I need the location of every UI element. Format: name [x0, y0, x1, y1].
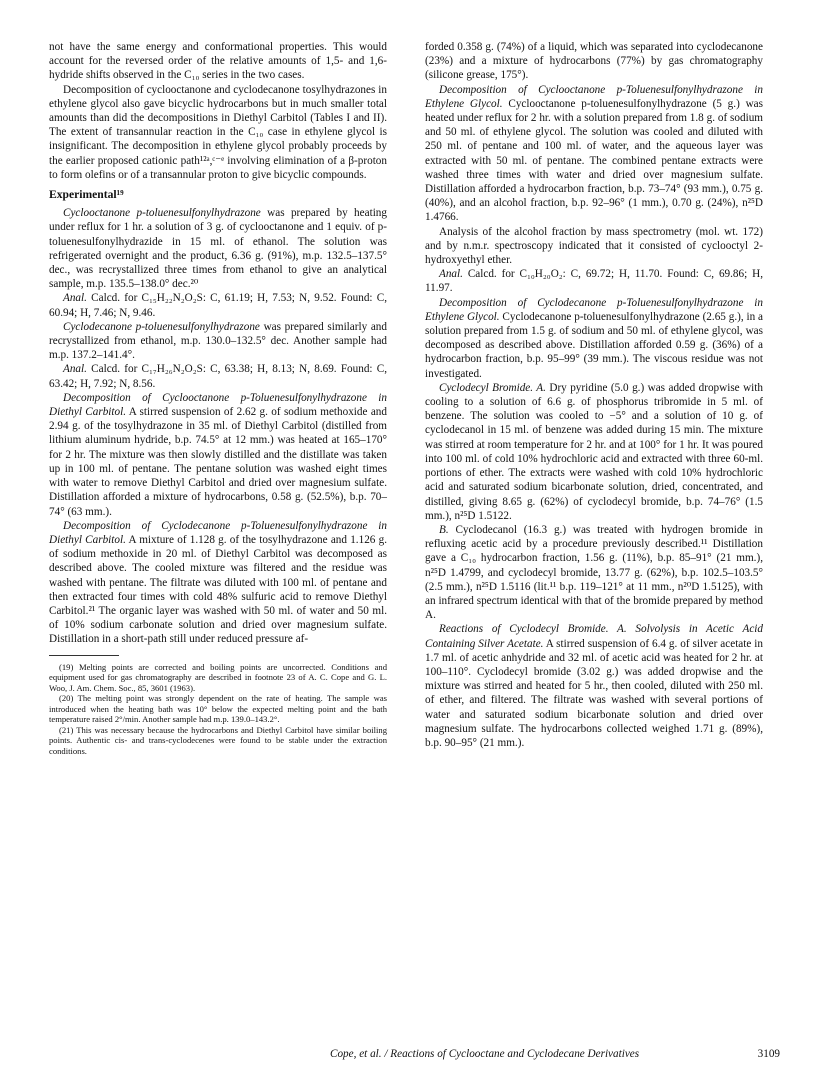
paragraph-text: Calcd. for C₁₅H₂₂N₂O₂S: C, 61.19; H, 7.53; N, 9.52. Found: C, 60.94; H, 7.46; N, 9.46.: [49, 292, 387, 319]
paragraph-title: B.: [439, 523, 449, 536]
paragraph: [425, 523, 763, 622]
paragraph-title: Cyclooctanone p-toluenesulfonylhydrazone: [63, 207, 261, 220]
paragraph-text: was prepared by heating under reflux for 1 hr. a solution of 3 g. of cyclooctanone and 1 equiv. of p-toluenesulfonylhydrazide in 15 ml. of ethanol. The solution was refrigerated overnight and the product, 6.36 g. (91%), m.p. 132.5–137.5° dec., was recrystallized three times from ethanol to give an analytical sample, m.p. 135.5–138.0° dec.²⁰: [49, 207, 387, 291]
paragraph: Decomposition of cyclooctanone and cyclodecanone tosylhydrazones in ethylene glycol also gave bicyclic hydrocarbons but in much smaller total amounts than did the decompositions in Diethyl Carbitol (Tables I and II). The extent of transannular reaction in the C₁₀ case in ethylene glycol is insignificant. The decomposition in ethylene glycol probably proceeds by the earlier proposed cationic path¹²ᵃ,ᶜ⁻ᵉ involving elimination of a β-proton to form olefins or of a transannular proton to give bicyclic compounds.: [49, 83, 387, 181]
paragraph-text: A stirred suspension of 6.4 g. of silver acetate in 1.7 ml. of acetic anhydride and 32 ml. of acetic acid was heated for 2 hr. at 100–110°. Cyclodecyl bromide (3.02 g.) was added dropwise and the mixture was stirred and heated for 5 hr., then cooled, diluted with 250 ml. of ether, and filtered. The filtrate was washed with several portions of water and saturated sodium bicarbonate solution and dried over magnesium sulfate. The hydrocarbons collected weighed 1.71 g. (89%), b.p. 90–95° (21 mm.).: [425, 637, 763, 749]
paragraph-title: Reactions of Cyclodecyl Bromide. A. Solvolysis in Acetic Acid Containing Silver Acetate.: [425, 623, 763, 650]
paragraph-text: Cyclooctanone p-toluenesulfonylhydrazone (5 g.) was heated under reflux for 2 hr. with a solution prepared from 1.8 g. of sodium and 50 ml. of ethylene glycol. The solution was cooled and diluted with 250 ml. of pentane and 100 ml. of water, and the aqueous layer was extracted with 50 ml. of pentane. The combined pentane extracts were washed three times with water and dried over magnesium sulfate. Distillation afforded a hydrocarbon fraction, b.p. 73–74° (93 mm.), 0.75 g. (40%), and an alcohol fraction, b.p. 92–96° (1 mm.), 0.70 g. (24%), n²⁵D 1.4766.: [425, 97, 763, 224]
paragraph-text: Calcd. for C₁₇H₂₆N₂O₂S: C, 63.38; H, 8.13; N, 8.69. Found: C, 63.42; H, 7.92; N, 8.56.: [49, 363, 387, 390]
paragraph: [425, 381, 763, 523]
paragraph: Analysis of the alcohol fraction by mass spectrometry (mol. wt. 172) and by n.m.r. spectroscopy indicated that it consisted of cyclooctyl 2-hydroxyethyl ether.: [425, 225, 763, 267]
paragraph-title: Decomposition of Cyclodecanone p-Toluenesulfonylhydrazone in Ethylene Glycol.: [425, 296, 763, 323]
paragraph-title: Decomposition of Cyclooctanone p-Toluenesulfonylhydrazone in Ethylene Glycol.: [425, 83, 763, 110]
page-number: 3109: [757, 1048, 780, 1060]
paragraph: [425, 267, 763, 295]
paragraph-title: Anal.: [63, 292, 87, 305]
footnotes: [49, 662, 387, 757]
footnote-21: (21) This was necessary because the hydrocarbons and Diethyl Carbitol have similar boiling points. Authentic cis- and trans-cyclodecenes were found to be stable under the extraction conditions.: [49, 724, 387, 756]
paragraph: [49, 519, 387, 647]
paragraph-title: Decomposition of Cyclooctanone p-Toluenesulfonylhydrazone in Diethyl Carbitol.: [49, 391, 387, 419]
paragraph-text: Calcd. for C₁₀H₂₀O₂: C, 69.72; H, 11.70. Found: C, 69.86; H, 11.97.: [425, 268, 763, 295]
paragraph: [425, 622, 763, 750]
footnote-19: (19) Melting points are corrected and boiling points are uncorrected. Conditions and equipment used for gas chromatography are described in footnote 23 of A. C. Cope and G. L. Woo, J. Am. Chem. Soc., 85, 3601 (1963).: [49, 661, 387, 693]
paragraph: forded 0.358 g. (74%) of a liquid, which was separated into cyclodecanone (23%) and a mixture of hydrocarbons (77%) by gas chromatography (silicone grease, 175°).: [425, 41, 763, 82]
paragraph: [425, 296, 763, 381]
left-column: [49, 40, 387, 756]
paragraph: [425, 83, 763, 225]
page-footer: [330, 1048, 780, 1060]
footnote-divider: [49, 655, 119, 656]
paragraph-title: Anal.: [63, 363, 87, 376]
paragraph-text: Cyclodecanone p-toluenesulfonylhydrazone (2.65 g.), in a solution prepared from 1.5 g. of sodium and 50 ml. of ethylene glycol, was decomposed as described above. Distillation afforded 0.59 g. (36%) of a hydrocarbon fraction, b.p. 95–99° (39 mm.). The viscous residue was not investigated.: [425, 310, 763, 380]
paragraph-text: Cyclodecanol (16.3 g.) was treated with hydrogen bromide in refluxing acetic acid by a procedure previously described.¹¹ Distillation gave a C₁₀ hydrocarbon fraction, 1.56 g. (11%), b.p. 85–91° (21 mm.), n²⁵D 1.4799, and cyclodecyl bromide, 13.77 g. (62%), b.p. 102.5–103.5° (2.5 mm.), n²⁵D 1.5116 (lit.¹¹ b.p. 119–121° at 11 mm., n²⁰D 1.5125), with an infrared spectrum identical with that of the bromide prepared by method A.: [425, 523, 763, 622]
paragraph-title: Cyclodecanone p-toluenesulfonylhydrazone: [63, 320, 260, 333]
paragraph-text: A stirred suspension of 2.62 g. of sodium methoxide and 2.94 g. of the tosylhydrazone in 35 ml. of Diethyl Carbitol (distilled from lithium aluminum hydride, b.p. 74.5° at 12 mm.) was heated at 165–170° for 2 hr. The mixture was then slowly distilled and the distillate was taken up in 100 ml. of pentane. The pentane solution was washed eight times with water to remove Diethyl Carbitol and dried over magnesium sulfate. Distillation afforded a mixture of hydrocarbons, 0.58 g. (52.5%), b.p. 70–74° (63 mm.).: [49, 406, 387, 518]
footnote-20: (20) The melting point was strongly dependent on the rate of heating. The sample was introduced when the heating bath was 10° below the expected melting point and the bath temperature raised 2°/min. Another sample had m.p. 139.0–143.2°.: [49, 693, 387, 725]
paragraph: [49, 291, 387, 319]
paragraph: not have the same energy and conformational properties. This would account for the reversed order of the relative amounts of 1,5- and 1,6-hydride shifts observed in the C₁₀ series in the two cases.: [49, 41, 387, 82]
paragraph-title: Decomposition of Cyclodecanone p-Toluenesulfonylhydrazone in Diethyl Carbitol.: [49, 519, 387, 546]
paragraph-text: was prepared similarly and recrystallized from ethanol, m.p. 130.0–132.5° dec. Another sample had m.p. 137.2–141.4°.: [49, 320, 387, 362]
right-column: [425, 40, 763, 750]
paragraph: [49, 206, 387, 291]
paragraph-text: A mixture of 1.128 g. of the tosylhydrazone and 1.126 g. of sodium methoxide in 20 ml. of Diethyl Carbitol was decomposed as described above. The cooled mixture was filtered and the residue was washed with pentane. The filtrate was diluted with 100 ml. of pentane and then extracted four times with cold 48% sulfuric acid to remove Diethyl Carbitol.²¹ The organic layer was washed with 50 ml. of water and 50 ml. of 10% sodium carbonate solution and dried over magnesium sulfate. Distillation in a short-path still under reduced pressure af-: [49, 533, 387, 646]
paragraph-text: Dry pyridine (5.0 g.) was added dropwise with cooling to a solution of 6.6 g. of phosphorus tribromide in 5 ml. of benzene. The solution was cooled to −5° and a solution of 10 g. of cyclodecanol in 15 ml. of benzene was added during 15 min. The mixture was stirred at room temperature for 2 hr. and at 100° for 1 hr. It was poured into 100 ml. of cold 10% hydrochloric acid and extracted with three 60-ml. portions of ether. The extracts were washed with cold 10% hydrochloric acid and saturated sodium bicarbonate solution, dried, concentrated, and distilled, giving 8.65 g. (62%) of cyclodecyl bromide, b.p. 74–76° (1.5 mm.), n²⁵D 1.5122.: [425, 381, 763, 522]
paragraph: [49, 362, 387, 390]
paragraph: [49, 320, 387, 363]
section-heading: Experimental¹⁹: [49, 188, 124, 202]
paragraph: [49, 391, 387, 519]
paragraph-title: Cyclodecyl Bromide. A.: [439, 381, 546, 394]
running-title: Cope, et al. / Reactions of Cyclooctane and Cyclodecane Derivatives: [330, 1048, 640, 1060]
paragraph-title: Anal.: [439, 268, 463, 281]
